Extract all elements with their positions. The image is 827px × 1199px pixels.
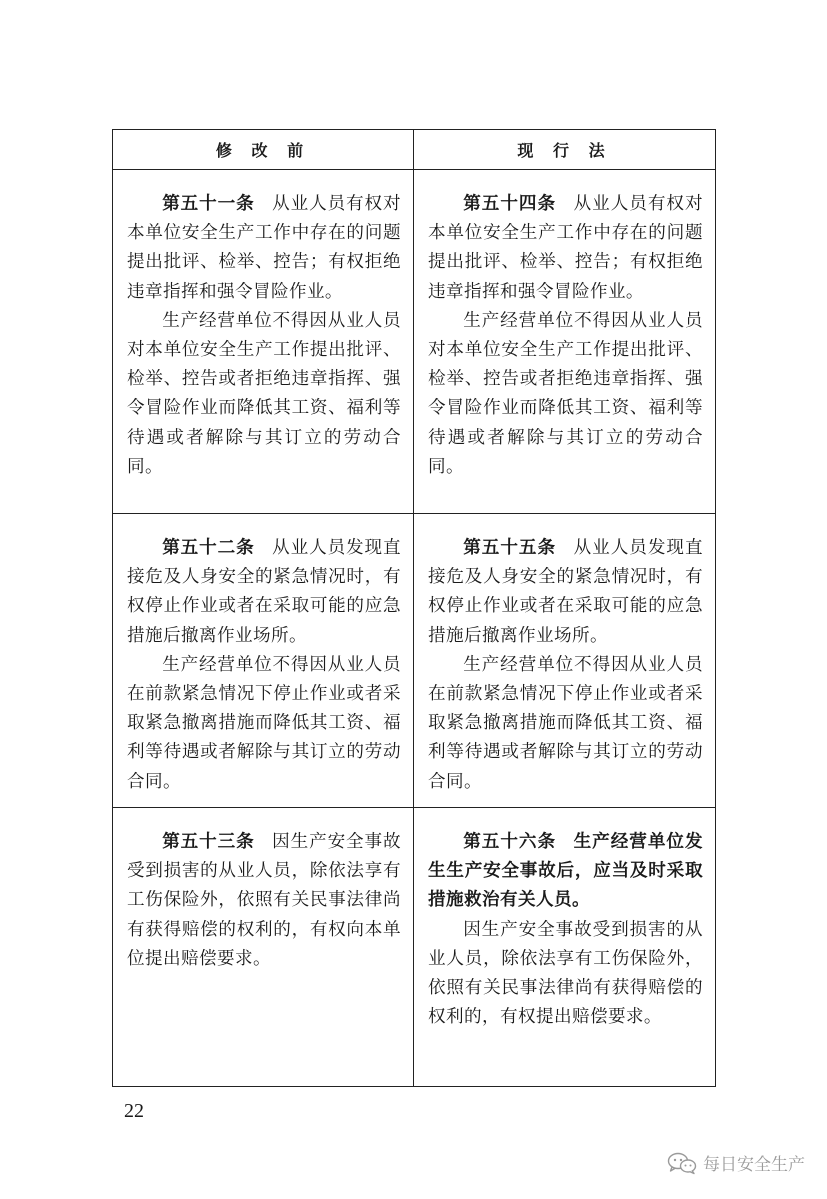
header-before-label: 修 改 前	[215, 141, 311, 160]
row-2-before-paragraph-2	[127, 651, 401, 797]
row-1-before-cell	[113, 170, 414, 514]
article-number: 第五十五条	[463, 538, 557, 558]
article-bold-text: 生产经营单位发生生产安全事故后，应当及时采取措施救治有关人员。	[428, 832, 703, 911]
watermark	[667, 1150, 805, 1175]
article-number: 第五十二条	[162, 538, 255, 558]
row-2-before-cell	[113, 514, 414, 808]
article-number: 第五十四条	[463, 194, 557, 214]
comparison-table	[112, 129, 716, 1087]
article-number: 第五十一条	[162, 194, 255, 214]
row-1-before-paragraph-1	[127, 190, 401, 307]
article-text: 因生产安全事故受到损害的从业人员，除依法享有工伤保险外，依照有关民事法律尚有获得赔偿的权利的，有权提出赔偿要求。	[428, 919, 703, 1028]
article-text: 生产经营单位不得因从业人员在前款紧急情况下停止作业或者采取紧急撤离措施而降低其工资、福利等待遇或者解除与其订立的劳动合同。	[127, 654, 401, 792]
article-text: 从业人员发现直接危及人身安全的紧急情况时，有权停止作业或者在采取可能的应急措施后撤离作业场所。	[428, 538, 703, 646]
article-number: 第五十六条	[463, 832, 557, 852]
header-current-label: 现 行 法	[517, 141, 612, 160]
row-3-before-cell	[113, 808, 414, 1086]
page-number: 22	[124, 1100, 144, 1122]
article-text: 从业人员有权对本单位安全生产工作中存在的问题提出批评、检举、控告；有权拒绝违章指挥和强令冒险作业。	[428, 194, 703, 302]
article-text: 从业人员发现直接危及人身安全的紧急情况时，有权停止作业或者在采取可能的应急措施后撤离作业场所。	[127, 538, 401, 646]
row-3-current-cell	[414, 808, 715, 1086]
row-2-before-paragraph-1	[127, 534, 401, 651]
article-text: 生产经营单位不得因从业人员对本单位安全生产工作提出批评、检举、控告或者拒绝违章指挥、强令冒险作业而降低其工资、福利等待遇或者解除与其订立的劳动合同。	[127, 310, 401, 477]
header-current	[414, 130, 715, 170]
row-1-before-paragraph-2	[127, 307, 401, 482]
wechat-icon	[667, 1151, 697, 1175]
article-text: 生产经营单位不得因从业人员对本单位安全生产工作提出批评、检举、控告或者拒绝违章指挥、强令冒险作业而降低其工资、福利等待遇或者解除与其订立的劳动合同。	[428, 310, 703, 477]
row-1-current-paragraph-1	[428, 190, 703, 307]
article-text: 从业人员有权对本单位安全生产工作中存在的问题提出批评、检举、控告；有权拒绝违章指挥和强令冒险作业。	[127, 194, 401, 302]
row-3-current-paragraph-1	[428, 828, 703, 916]
header-before	[113, 130, 414, 170]
row-1-current-cell	[414, 170, 715, 514]
row-2-current-paragraph-2	[428, 651, 703, 797]
watermark-text: 每日安全生产	[703, 1155, 805, 1175]
row-2-current-paragraph-1	[428, 534, 703, 651]
article-text: 生产经营单位不得因从业人员在前款紧急情况下停止作业或者采取紧急撤离措施而降低其工资、福利等待遇或者解除与其订立的劳动合同。	[428, 654, 703, 792]
row-1-current-paragraph-2	[428, 307, 703, 482]
article-text: 因生产安全事故受到损害的从业人员，除依法享有工伤保险外，依照有关民事法律尚有获得赔偿的权利的，有权向本单位提出赔偿要求。	[127, 832, 401, 969]
row-3-before-paragraph-1	[127, 828, 401, 974]
row-3-current-paragraph-2	[428, 916, 703, 1033]
row-2-current-cell	[414, 514, 715, 808]
article-number: 第五十三条	[162, 832, 255, 852]
